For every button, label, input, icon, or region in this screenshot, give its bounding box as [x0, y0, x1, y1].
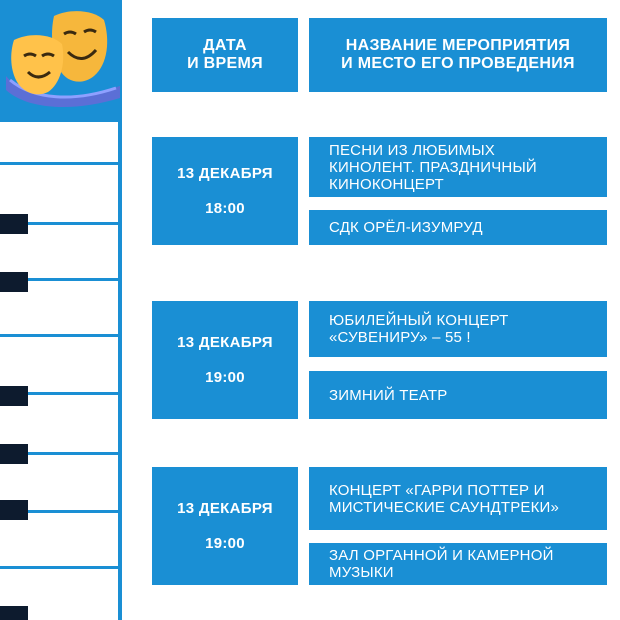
piano-black-key [0, 606, 28, 620]
piano-black-key [0, 386, 28, 406]
piano-black-key [0, 214, 28, 234]
piano-black-key [0, 272, 28, 292]
piano-key-line [0, 162, 118, 165]
event-title-line: КИНОЛЕНТ. ПРАЗДНИЧНЫЙ [329, 158, 537, 176]
theater-masks-icon [4, 6, 122, 110]
event-title-line: ЮБИЛЕЙНЫЙ КОНЦЕРТ [329, 312, 509, 329]
event-title-line: КИНОКОНЦЕРТ [329, 175, 444, 193]
header-date-time [152, 18, 298, 92]
event-time: 19:00 [205, 535, 245, 552]
piano-black-key [0, 500, 28, 520]
header-date-line2: И ВРЕМЯ [187, 55, 263, 72]
header-event-line2: И МЕСТО ЕГО ПРОВЕДЕНИЯ [341, 55, 575, 72]
event-date: 13 ДЕКАБРЯ [177, 165, 273, 182]
event-venue-cell [309, 543, 607, 585]
event-date-cell [152, 137, 298, 245]
header-event-venue [309, 18, 607, 92]
event-venue: СДК ОРЁЛ-ИЗУМРУД [329, 219, 483, 236]
event-venue: ЗИМНИЙ ТЕАТР [329, 386, 448, 404]
event-time: 18:00 [205, 200, 245, 217]
event-title-line: КОНЦЕРТ «ГАРРИ ПОТТЕР И [329, 481, 545, 499]
event-venue: ЗАЛ ОРГАННОЙ И КАМЕРНОЙ [329, 547, 554, 564]
event-date-cell [152, 301, 298, 419]
event-date-cell [152, 467, 298, 585]
event-title-cell [309, 301, 607, 357]
piano-black-key [0, 444, 28, 464]
event-venue-cell [309, 371, 607, 419]
event-title-line: ПЕСНИ ИЗ ЛЮБИМЫХ [329, 141, 496, 159]
event-title-cell [309, 137, 607, 197]
event-title-line: МИСТИЧЕСКИЕ САУНДТРЕКИ» [329, 498, 560, 516]
event-venue: МУЗЫКИ [329, 564, 394, 581]
event-time: 19:00 [205, 369, 245, 386]
side-vertical-line [118, 122, 122, 620]
header-event-line1: НАЗВАНИЕ МЕРОПРИЯТИЯ [345, 37, 571, 54]
event-date: 13 ДЕКАБРЯ [177, 500, 273, 517]
event-venue-cell [309, 210, 607, 245]
event-date: 13 ДЕКАБРЯ [177, 334, 273, 351]
piano-key-line [0, 566, 118, 569]
event-title-line: «СУВЕНИРУ» – 55 ! [329, 329, 471, 346]
piano-key-line [0, 334, 118, 337]
side-decoration [0, 0, 122, 620]
event-title-cell [309, 467, 607, 530]
header-date-line1: ДАТА [203, 37, 247, 54]
logo-panel [0, 0, 122, 122]
